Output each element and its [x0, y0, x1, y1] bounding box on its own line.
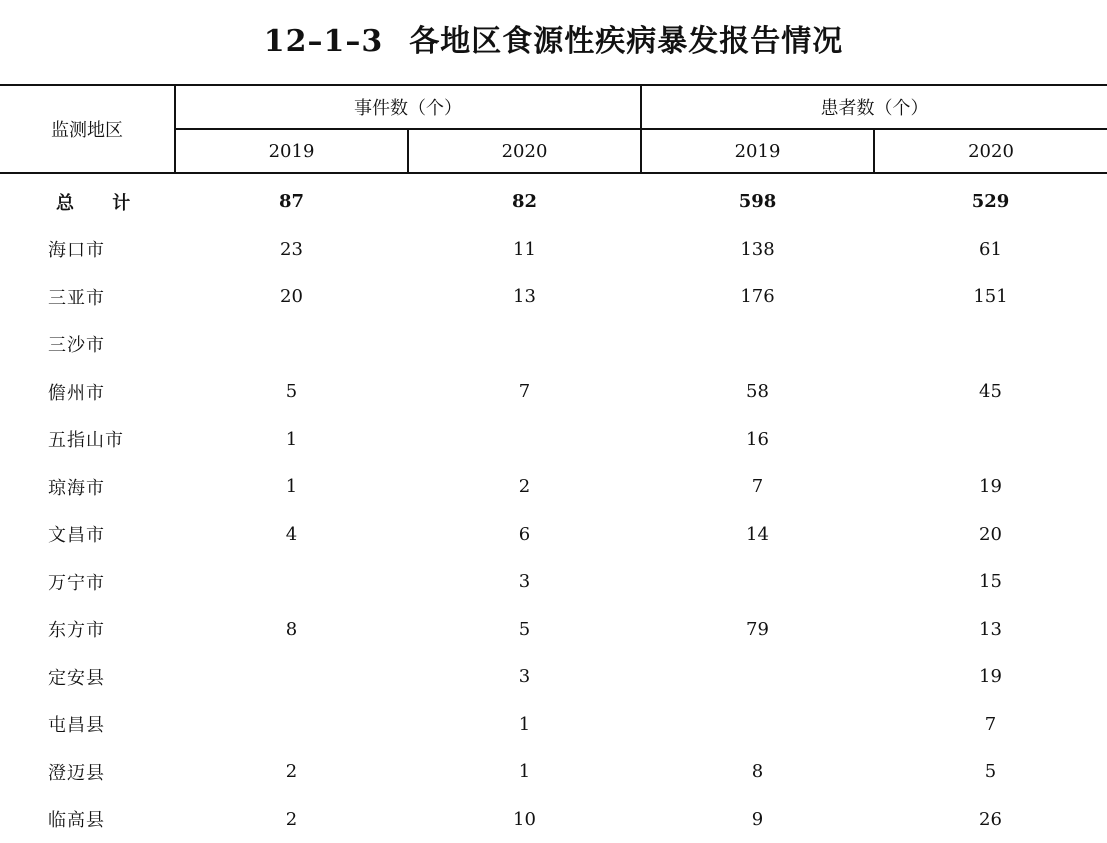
table-body [0, 173, 1107, 843]
region-cell: 万宁市 [0, 558, 175, 606]
value-cell: 4 [175, 511, 408, 559]
value-cell: 5 [175, 368, 408, 416]
value-cell: 82 [408, 173, 641, 226]
value-cell: 3 [408, 558, 641, 606]
value-cell: 11 [408, 226, 641, 274]
value-cell: 2 [175, 748, 408, 796]
region-cell: 海口市 [0, 226, 175, 274]
value-cell [641, 321, 874, 369]
value-cell: 5 [408, 606, 641, 654]
value-cell: 20 [175, 273, 408, 321]
table-row [0, 796, 1107, 843]
page-title [0, 22, 1107, 62]
year-header-events-2020: 2020 [408, 129, 641, 173]
value-cell: 79 [641, 606, 874, 654]
value-cell [641, 653, 874, 701]
region-cell: 三沙市 [0, 321, 175, 369]
year-header-events-2019: 2019 [175, 129, 408, 173]
value-cell: 6 [408, 511, 641, 559]
value-cell [408, 416, 641, 464]
region-cell: 五指山市 [0, 416, 175, 464]
table-row [0, 653, 1107, 701]
table-title-text: 各地区食源性疾病暴发报告情况 [409, 24, 843, 59]
value-cell: 45 [874, 368, 1107, 416]
region-cell: 琼海市 [0, 463, 175, 511]
value-cell: 9 [641, 796, 874, 843]
value-cell: 176 [641, 273, 874, 321]
value-cell [641, 558, 874, 606]
patients-group-header: 患者数（个） [641, 85, 1107, 129]
table-row [0, 701, 1107, 749]
value-cell [175, 701, 408, 749]
table-row [0, 273, 1107, 321]
table-row [0, 416, 1107, 464]
value-cell: 5 [874, 748, 1107, 796]
table-row [0, 321, 1107, 369]
value-cell [641, 701, 874, 749]
value-cell [175, 321, 408, 369]
value-cell: 20 [874, 511, 1107, 559]
region-cell: 澄迈县 [0, 748, 175, 796]
value-cell: 19 [874, 653, 1107, 701]
value-cell: 61 [874, 226, 1107, 274]
table-header [0, 85, 1107, 173]
table-row [0, 226, 1107, 274]
value-cell: 87 [175, 173, 408, 226]
table-row [0, 748, 1107, 796]
value-cell: 58 [641, 368, 874, 416]
value-cell: 7 [874, 701, 1107, 749]
value-cell: 3 [408, 653, 641, 701]
value-cell [175, 558, 408, 606]
value-cell: 1 [408, 748, 641, 796]
region-column-header: 监测地区 [0, 85, 175, 173]
region-cell: 屯昌县 [0, 701, 175, 749]
value-cell: 15 [874, 558, 1107, 606]
value-cell [874, 416, 1107, 464]
value-cell: 13 [408, 273, 641, 321]
region-cell: 临高县 [0, 796, 175, 843]
value-cell: 26 [874, 796, 1107, 843]
value-cell: 8 [175, 606, 408, 654]
value-cell: 1 [175, 463, 408, 511]
value-cell: 2 [408, 463, 641, 511]
value-cell: 529 [874, 173, 1107, 226]
value-cell: 7 [408, 368, 641, 416]
value-cell: 598 [641, 173, 874, 226]
value-cell [874, 321, 1107, 369]
table-row [0, 606, 1107, 654]
value-cell [175, 653, 408, 701]
events-group-header: 事件数（个） [175, 85, 641, 129]
value-cell [408, 321, 641, 369]
value-cell: 23 [175, 226, 408, 274]
table-number: 12–1–3 [264, 24, 384, 59]
value-cell: 1 [408, 701, 641, 749]
value-cell: 2 [175, 796, 408, 843]
value-cell: 13 [874, 606, 1107, 654]
value-cell: 138 [641, 226, 874, 274]
region-cell: 三亚市 [0, 273, 175, 321]
table-row-total [0, 173, 1107, 226]
value-cell: 151 [874, 273, 1107, 321]
table-row [0, 368, 1107, 416]
value-cell: 1 [175, 416, 408, 464]
data-table [0, 84, 1107, 843]
data-table-container [0, 84, 1107, 843]
region-cell: 东方市 [0, 606, 175, 654]
year-header-patients-2020: 2020 [874, 129, 1107, 173]
region-cell: 总 计 [0, 173, 175, 226]
value-cell: 16 [641, 416, 874, 464]
table-row [0, 463, 1107, 511]
table-row [0, 511, 1107, 559]
table-row [0, 558, 1107, 606]
region-cell: 文昌市 [0, 511, 175, 559]
year-header-patients-2019: 2019 [641, 129, 874, 173]
region-cell: 定安县 [0, 653, 175, 701]
value-cell: 8 [641, 748, 874, 796]
value-cell: 10 [408, 796, 641, 843]
value-cell: 14 [641, 511, 874, 559]
value-cell: 7 [641, 463, 874, 511]
value-cell: 19 [874, 463, 1107, 511]
region-cell: 儋州市 [0, 368, 175, 416]
